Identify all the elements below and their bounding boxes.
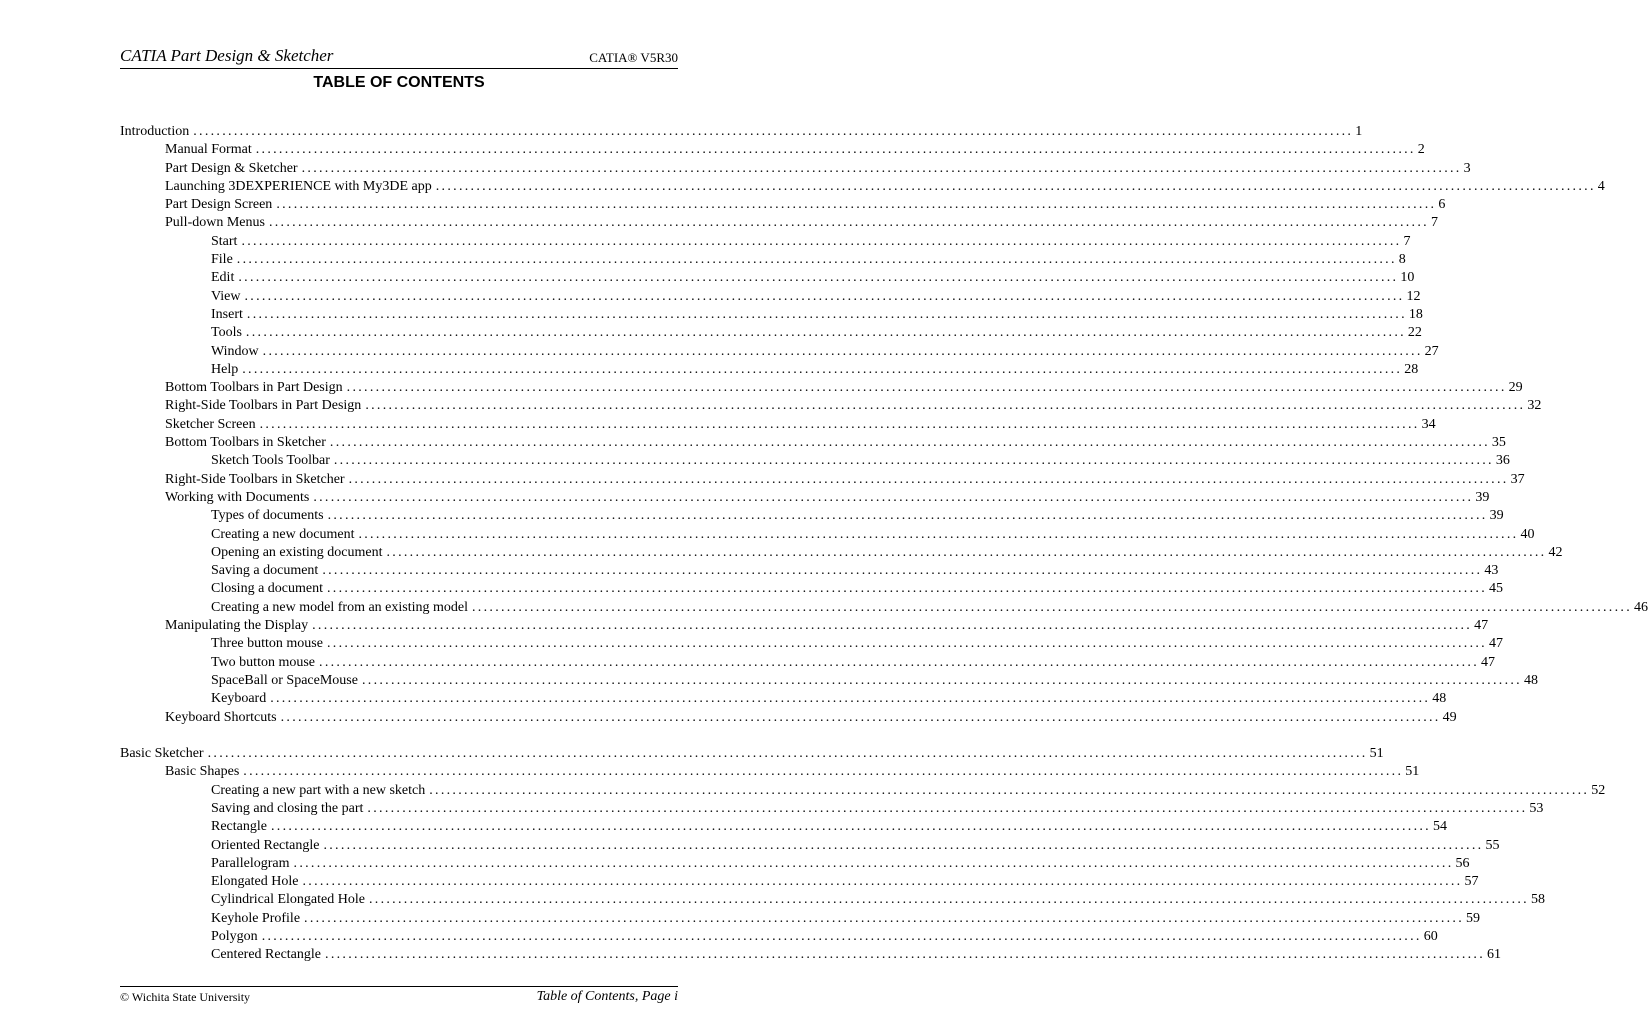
toc-entry-page: 32 [1527,398,1542,414]
toc-entry[interactable] [120,654,1496,672]
toc-entry[interactable] [120,141,1425,159]
toc-entry[interactable] [120,599,1648,617]
toc-dot-leader: ........................................................................................................................................................................................................ [246,306,1407,322]
toc-dot-leader: ........................................................................................................................................................................................................ [242,361,1403,377]
toc-entry-label: Pull-down Menus [165,215,265,231]
toc-entry-label: Three button mouse [211,636,323,652]
toc-entry[interactable] [120,379,1523,397]
toc-dot-leader: ........................................................................................................................................................................................................ [429,782,1590,798]
toc-entry-page: 46 [1634,599,1648,615]
toc-entry-page: 1 [1355,124,1363,139]
toc-dot-leader: ........................................................................................................................................................................................................ [245,325,1406,341]
toc-entry-page: 52 [1591,782,1606,798]
toc-entry[interactable] [120,782,1606,800]
toc-dot-leader: ........................................................................................................................................................................................................ [368,892,1529,908]
toc-entry-page: 43 [1484,563,1499,579]
toc-entry[interactable] [120,507,1504,525]
toc-entry-label: File [211,252,233,268]
toc-entry[interactable] [120,873,1479,891]
toc-dot-leader: ........................................................................................................................................................................................................ [386,544,1547,560]
toc-dot-leader: ........................................................................................................................................................................................................ [472,599,1632,615]
toc-entry-page: 18 [1408,306,1423,322]
toc-entry-page: 8 [1398,252,1406,268]
toc-dot-leader: ........................................................................................................................................................................................................ [358,526,1519,542]
toc-entry-label: Help [211,361,239,377]
toc-entry-page: 39 [1475,489,1490,505]
toc-entry-page: 54 [1432,819,1447,835]
toc-entry[interactable] [120,946,1502,964]
toc-entry-page: 59 [1466,910,1481,926]
toc-entry-page: 3 [1463,160,1471,176]
toc-entry-page: 28 [1404,361,1419,377]
toc-dot-leader: ........................................................................................................................................................................................................ [193,124,1354,139]
toc-entry-page: 4 [1597,178,1605,194]
toc-dot-leader: ........................................................................................................................................................................................................ [238,270,1399,286]
toc-entry[interactable] [120,160,1471,178]
toc-entry[interactable] [120,471,1525,489]
toc-entry-page: 12 [1406,288,1421,304]
toc-entry[interactable] [120,837,1500,855]
toc-entry[interactable] [120,233,1411,251]
toc-dot-leader: ........................................................................................................................................................................................................ [280,709,1441,725]
toc-entry-page: 36 [1495,453,1510,469]
toc-entry-page: 22 [1407,325,1422,341]
toc-entry-page: 35 [1491,435,1506,451]
toc-entry-page: 60 [1423,929,1438,945]
toc-entry-page: 51 [1369,746,1384,762]
toc-entry[interactable] [120,818,1447,836]
page-title: TABLE OF CONTENTS [313,74,485,91]
toc-entry[interactable] [120,690,1447,708]
toc-dot-leader: ........................................................................................................................................................................................................ [241,233,1402,249]
toc-entry-label: Keyboard Shortcuts [165,709,277,725]
toc-dot-leader: ........................................................................................................................................................................................................ [243,764,1404,780]
toc-entry-label: Sketch Tools Toolbar [211,453,330,469]
toc-entry-page: 27 [1424,343,1439,359]
toc-entry-label: Opening an existing document [211,544,383,560]
toc-dot-leader: ........................................................................................................................................................................................................ [244,288,1405,304]
toc-entry[interactable] [120,343,1439,361]
toc-entry[interactable] [120,709,1457,727]
toc-dot-leader: ........................................................................................................................................................................................................ [326,636,1487,652]
toc-entry[interactable] [120,269,1415,287]
toc-entry-label: Oriented Rectangle [211,837,320,853]
toc-entry-label: Keyboard [211,691,267,707]
toc-entry-page: 48 [1523,672,1538,688]
toc-entry[interactable] [120,672,1538,690]
toc-entry-label: Polygon [211,929,258,945]
toc-entry-page: 7 [1403,233,1411,249]
toc-entry[interactable] [120,910,1481,928]
toc-entry-page: 57 [1464,874,1479,890]
toc-dot-leader: ........................................................................................................................................................................................................ [312,618,1473,634]
toc-entry-label: Edit [211,270,235,286]
toc-entry-label: Right-Side Toolbars in Sketcher [165,471,345,487]
toc-dot-leader: ........................................................................................................................................................................................................ [435,178,1596,194]
header-book-title: CATIA Part Design & Sketcher [120,46,334,65]
toc-dot-leader: ........................................................................................................................................................................................................ [276,197,1437,213]
toc-dot-leader: ........................................................................................................................................................................................................ [259,416,1420,432]
toc-entry-label: Part Design Screen [165,197,273,213]
toc-dot-leader: ........................................................................................................................................................................................................ [255,142,1416,158]
toc-entry-page: 61 [1487,947,1502,963]
toc-entry-label: Creating a new part with a new sketch [211,782,426,798]
toc-entry-label: Types of documents [211,508,324,524]
toc-entry[interactable] [120,397,1542,415]
footer-copyright: © Wichita State University [120,990,251,1004]
toc-entry[interactable] [120,123,1363,141]
toc-entry-page: 6 [1438,197,1446,213]
toc-dot-leader: ........................................................................................................................................................................................................ [333,453,1494,469]
toc-dot-leader: ........................................................................................................................................................................................................ [329,435,1490,451]
toc-entry[interactable] [120,855,1470,873]
toc-entry-page: 48 [1432,691,1447,707]
toc-entry-page: 2 [1417,142,1425,158]
toc-entry-label: Manipulating the Display [165,618,309,634]
toc-dot-leader: ........................................................................................................................................................................................................ [262,343,1423,359]
page-footer [120,986,678,1007]
toc-entry[interactable] [120,800,1544,818]
toc-entry-page: 39 [1489,508,1504,524]
toc-entry[interactable] [120,763,1420,781]
toc-entry-label: Insert [211,306,243,322]
toc-entry-label: Parallelogram [211,855,290,871]
toc-dot-leader: ........................................................................................................................................................................................................ [302,874,1463,890]
toc-entry[interactable] [120,635,1503,653]
toc-entry-label: Sketcher Screen [165,416,256,432]
toc-entry-label: Basic Sketcher [120,746,204,762]
toc-entry-label: Basic Shapes [165,764,240,780]
toc-entry[interactable] [120,324,1422,342]
toc-dot-leader: ........................................................................................................................................................................................................ [361,672,1522,688]
toc-entry-page: 37 [1510,471,1525,487]
toc-entry[interactable] [120,416,1436,434]
toc-dot-leader: ........................................................................................................................................................................................................ [348,471,1509,487]
page-header [120,48,678,69]
toc-entry-page: 53 [1529,800,1544,816]
toc-entry[interactable] [120,526,1535,544]
toc-entry[interactable] [120,489,1490,507]
toc-entry-label: Closing a document [211,581,323,597]
toc-entry-label: Start [211,233,238,249]
toc-entry-page: 29 [1508,380,1523,396]
toc-entry-page: 56 [1455,855,1470,871]
toc-entry-page: 47 [1488,636,1503,652]
toc-entry-page: 42 [1548,544,1563,560]
toc-entry-label: Creating a new model from an existing model [211,599,468,615]
toc-entry-page: 51 [1405,764,1420,780]
toc-entry-label: Bottom Toolbars in Sketcher [165,435,326,451]
toc-entry-page: 45 [1489,581,1503,597]
toc-dot-leader: ........................................................................................................................................................................................................ [327,581,1487,597]
toc-entry-label: Creating a new document [211,526,355,542]
toc-dot-leader: ........................................................................................................................................................................................................ [367,800,1528,816]
toc-dot-leader: ........................................................................................................................................................................................................ [346,380,1507,396]
toc-entry-label: Tools [211,325,242,341]
toc-entry[interactable] [120,580,1503,598]
toc-entry-label: Keyhole Profile [211,910,301,926]
table-of-contents [120,123,1648,965]
toc-entry-page: 47 [1481,654,1496,670]
toc-dot-leader: ........................................................................................................................................................................................................ [313,489,1474,505]
toc-entry[interactable] [120,251,1406,269]
toc-entry-label: Manual Format [165,142,252,158]
toc-entry-label: Right-Side Toolbars in Part Design [165,398,362,414]
toc-entry[interactable] [120,306,1423,324]
toc-dot-leader: ........................................................................................................................................................................................................ [323,837,1484,853]
toc-entry-label: Introduction [120,124,190,139]
footer-page-label: Table of Contents, Page i [536,989,678,1004]
toc-entry[interactable] [120,928,1438,946]
toc-entry-page: 49 [1442,709,1457,725]
toc-entry-label: Working with Documents [165,489,310,505]
toc-entry[interactable] [120,361,1419,379]
toc-dot-leader: ........................................................................................................................................................................................................ [268,215,1429,231]
toc-entry-label: Window [211,343,259,359]
toc-spacer [120,727,678,745]
toc-entry[interactable] [120,891,1545,909]
toc-entry-label: SpaceBall or SpaceMouse [211,672,358,688]
toc-entry-label: Elongated Hole [211,874,299,890]
toc-entry[interactable] [120,544,1563,562]
toc-entry[interactable] [120,178,1605,196]
toc-dot-leader: ........................................................................................................................................................................................................ [327,508,1488,524]
toc-entry-label: Launching 3DEXPERIENCE with My3DE app [165,178,432,194]
toc-dot-leader: ........................................................................................................................................................................................................ [301,160,1462,176]
toc-entry-page: 58 [1530,892,1545,908]
header-version: CATIA® V5R30 [589,50,678,65]
toc-entry[interactable] [120,745,1384,763]
toc-entry[interactable] [120,196,1446,214]
toc-entry-label: Cylindrical Elongated Hole [211,892,365,908]
toc-entry-page: 34 [1421,416,1436,432]
toc-entry-label: Saving and closing the part [211,800,364,816]
toc-entry-page: 55 [1485,837,1500,853]
toc-entry-page: 7 [1430,215,1438,231]
toc-entry-label: View [211,288,241,304]
toc-dot-leader: ........................................................................................................................................................................................................ [207,746,1368,762]
toc-entry-label: Centered Rectangle [211,947,322,963]
toc-dot-leader: ........................................................................................................................................................................................................ [261,929,1422,945]
toc-entry[interactable] [120,434,1506,452]
toc-entry[interactable] [120,452,1510,470]
toc-dot-leader: ........................................................................................................................................................................................................ [322,563,1483,579]
toc-entry-page: 10 [1400,270,1415,286]
toc-entry-label: Saving a document [211,563,319,579]
toc-dot-leader: ........................................................................................................................................................................................................ [325,947,1486,963]
toc-dot-leader: ........................................................................................................................................................................................................ [236,252,1397,268]
toc-dot-leader: ........................................................................................................................................................................................................ [293,855,1454,871]
toc-dot-leader: ........................................................................................................................................................................................................ [304,910,1465,926]
toc-dot-leader: ........................................................................................................................................................................................................ [270,819,1431,835]
toc-entry-label: Two button mouse [211,654,316,670]
toc-entry[interactable] [120,562,1499,580]
toc-entry[interactable] [120,288,1421,306]
toc-entry[interactable] [120,214,1438,232]
toc-entry[interactable] [120,617,1489,635]
toc-entry-label: Bottom Toolbars in Part Design [165,380,343,396]
toc-entry-label: Part Design & Sketcher [165,160,298,176]
toc-entry-page: 47 [1474,618,1489,634]
toc-dot-leader: ........................................................................................................................................................................................................ [319,654,1480,670]
toc-entry-label: Rectangle [211,819,267,835]
toc-dot-leader: ........................................................................................................................................................................................................ [270,691,1431,707]
toc-entry-page: 40 [1520,526,1535,542]
toc-dot-leader: ........................................................................................................................................................................................................ [365,398,1526,414]
